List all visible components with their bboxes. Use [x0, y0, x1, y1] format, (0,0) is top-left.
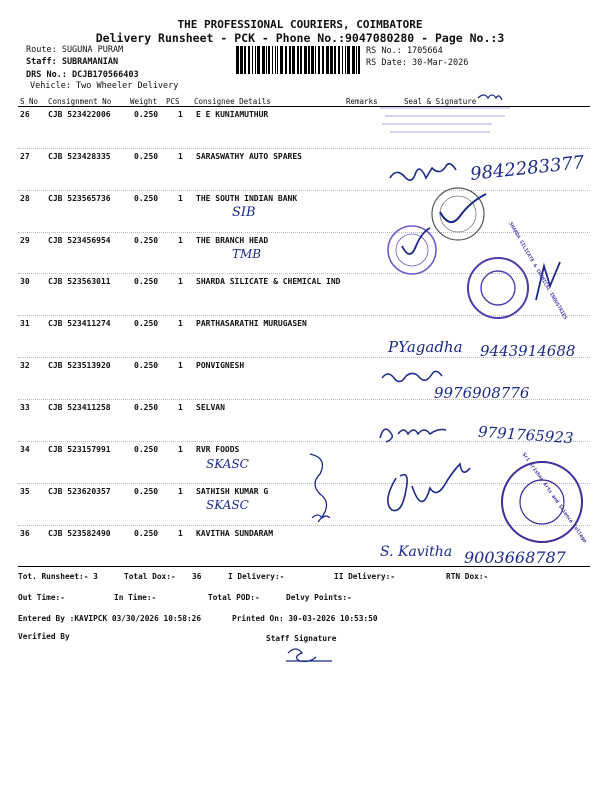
handwritten-phone-33: 9791765923	[477, 422, 574, 448]
col-remarks: Remarks	[346, 97, 378, 106]
rtn-dox: RTN Dox:-	[446, 572, 489, 581]
handwritten-name-36: S. Kavitha	[380, 544, 453, 560]
signature-35-icon	[388, 464, 470, 511]
barcode-bar	[330, 46, 333, 74]
barcode-bar	[244, 46, 246, 74]
row-pcs: 1	[178, 487, 183, 496]
row-weight: 0.250	[134, 110, 159, 119]
handwritten-tmb: TMB	[232, 247, 262, 261]
barcode-bar	[308, 46, 310, 74]
barcode	[236, 46, 362, 74]
row-sno: 30	[20, 277, 30, 286]
row-weight: 0.250	[134, 403, 159, 412]
barcode-bar	[272, 46, 273, 74]
col-pcs: PCS	[166, 97, 180, 106]
handwritten-name-31: PYagadha	[388, 338, 463, 356]
row-pcs: 1	[178, 236, 183, 245]
signature-top-icon	[478, 95, 502, 100]
barcode-bar	[304, 46, 307, 74]
row-consignment-no: CJB 523422006	[48, 110, 111, 119]
row-sno: 32	[20, 361, 30, 370]
row-sno: 34	[20, 445, 30, 454]
row-weight: 0.250	[134, 319, 159, 328]
row-consignment-no: CJB 523411274	[48, 319, 111, 328]
handwritten-skasc-34: SKASC	[206, 457, 249, 471]
printed-on: Printed On: 30-03-2026 10:53:50	[232, 614, 378, 623]
barcode-bar	[334, 46, 336, 74]
row-weight: 0.250	[134, 236, 159, 245]
row-consignment-no: CJB 523582490	[48, 529, 111, 538]
row-consignment-no: CJB 523411258	[48, 403, 111, 412]
row-consignee: RVR FOODS	[196, 445, 240, 454]
verified-by: Verified By	[18, 632, 70, 641]
row-consignee: PARTHASARATHI MURUGASEN	[196, 319, 307, 328]
entered-by: Entered By :KAVIPCK 03/30/2026 10:58:26	[18, 614, 202, 623]
barcode-bar	[300, 46, 302, 74]
handwritten-phone-31: 9443914688	[480, 342, 576, 360]
signature-27-icon	[390, 164, 456, 180]
in-time: In Time:-	[114, 593, 157, 602]
barcode-bar	[297, 46, 299, 74]
route: Route: SUGUNA PURAM	[26, 45, 124, 55]
handwritten-skasc-35: SKASC	[206, 498, 249, 512]
barcode-bar	[322, 46, 324, 74]
row-consignee: THE BRANCH HEAD	[196, 236, 269, 245]
row-consignment-no: CJB 523428335	[48, 152, 111, 161]
barcode-bar	[268, 46, 270, 74]
barcode-bar	[352, 46, 355, 74]
row-weight: 0.250	[134, 445, 159, 454]
barcode-bar	[277, 46, 278, 74]
handwritten-sib: SIB	[232, 205, 256, 220]
row-consignment-no: CJB 523565736	[48, 194, 111, 203]
barcode-bar	[252, 46, 253, 74]
barcode-bar	[347, 46, 350, 74]
row-sno: 31	[20, 319, 30, 328]
tmb-stamp-icon	[388, 226, 436, 274]
barcode-bar	[236, 46, 239, 74]
row-consignee: KAVITHA SUNDARAM	[196, 529, 274, 538]
row-sno: 26	[20, 110, 30, 119]
col-seal-signature: Seal & Signature	[404, 97, 477, 106]
row-consignee: SHARDA SILICATE & CHEMICAL IND	[196, 277, 341, 286]
row-pcs: 1	[178, 403, 183, 412]
row-pcs: 1	[178, 152, 183, 161]
barcode-bar	[248, 46, 250, 74]
barcode-bar	[280, 46, 283, 74]
row-sno: 27	[20, 152, 30, 161]
row-consignee: PONVIGNESH	[196, 361, 245, 370]
row-pcs: 1	[178, 361, 183, 370]
sharda-stamp-text: SHARDA SILICATE & CHEMICAL INDUSTRIES	[507, 221, 569, 321]
row-consignment-no: CJB 523620357	[48, 487, 111, 496]
signature-32-icon	[382, 371, 442, 381]
handwritten-phone-36: 9003668787	[464, 548, 566, 567]
row-weight: 0.250	[134, 194, 159, 203]
row-consignment-no: CJB 523456954	[48, 236, 111, 245]
row-sno: 28	[20, 194, 30, 203]
col-sno: S No	[20, 97, 39, 106]
barcode-bar	[255, 46, 256, 74]
row-pcs: 1	[178, 277, 183, 286]
total-dox-label: Total Dox:-	[124, 572, 176, 581]
rs-number: RS No.: 1705664	[366, 46, 443, 56]
row-weight: 0.250	[134, 277, 159, 286]
row-pcs: 1	[178, 110, 183, 119]
barcode-bar	[285, 46, 287, 74]
row-weight: 0.250	[134, 529, 159, 538]
total-dox-value: 36	[192, 572, 202, 581]
handwritten-phone-32: 9976908776	[434, 384, 530, 402]
barcode-bar	[338, 46, 340, 74]
barcode-bar	[345, 46, 346, 74]
handwritten-phone-27: 9842283377	[469, 152, 586, 185]
college-stamp-icon	[502, 462, 582, 542]
row-sno: 35	[20, 487, 30, 496]
row-pcs: 1	[178, 194, 183, 203]
barcode-bar	[266, 46, 267, 74]
delvy-points: Delvy Points:-	[286, 593, 352, 602]
college-stamp-text: Sri Krishna Arts and Science College	[520, 451, 588, 545]
faded-stamp-26	[380, 108, 510, 132]
barcode-bar	[311, 46, 314, 74]
barcode-bar	[257, 46, 260, 74]
row-sno: 36	[20, 529, 30, 538]
signature-33-icon	[380, 429, 446, 442]
row-consignee: SARASWATHY AUTO SPARES	[196, 152, 302, 161]
row-consignment-no: CJB 523563011	[48, 277, 111, 286]
col-consignment: Consignment No	[48, 97, 112, 106]
rs-date: RS Date: 30-Mar-2026	[366, 58, 469, 68]
row-consignment-no: CJB 523157991	[48, 445, 111, 454]
row-sno: 29	[20, 236, 30, 245]
row-consignee: SATHISH KUMAR G	[196, 487, 269, 496]
col-consignee: Consignee Details	[194, 97, 271, 106]
signature-stamp-area	[360, 90, 600, 600]
vehicle: Vehicle: Two Wheeler Delivery	[30, 81, 179, 91]
row-sno: 33	[20, 403, 30, 412]
barcode-bar	[240, 46, 243, 74]
row-consignment-no: CJB 523513920	[48, 361, 111, 370]
document-title: THE PROFESSIONAL COURIERS, COIMBATORE	[177, 18, 423, 31]
row-weight: 0.250	[134, 361, 159, 370]
barcode-bar	[292, 46, 295, 74]
total-pod: Total POD:-	[208, 593, 260, 602]
row-pcs: 1	[178, 529, 183, 538]
row-pcs: 1	[178, 319, 183, 328]
i-delivery: I Delivery:-	[228, 572, 285, 581]
row-consignee: SELVAN	[196, 403, 225, 412]
row-consignee: THE SOUTH INDIAN BANK	[196, 194, 298, 203]
barcode-bar	[356, 46, 357, 74]
bank-stamp-icon	[432, 188, 486, 240]
tot-runsheet: Tot. Runsheet:- 3	[18, 572, 98, 581]
row-pcs: 1	[178, 445, 183, 454]
barcode-bar	[342, 46, 343, 74]
barcode-bar	[289, 46, 291, 74]
barcode-bar	[326, 46, 329, 74]
row-weight: 0.250	[134, 152, 159, 161]
out-time: Out Time:-	[18, 593, 65, 602]
ii-delivery: II Delivery:-	[334, 572, 396, 581]
barcode-bar	[275, 46, 276, 74]
barcode-bar	[262, 46, 265, 74]
col-weight: Weight	[130, 97, 158, 106]
barcode-bar	[318, 46, 320, 74]
barcode-bar	[315, 46, 316, 74]
staff-signature-icon	[282, 645, 342, 665]
drs-number: DRS No.: DCJB170566403	[26, 70, 139, 80]
row-consignee: E E KUNIAMUTHUR	[196, 110, 269, 119]
staff: Staff: SUBRAMANIAN	[26, 57, 119, 67]
document-subtitle: Delivery Runsheet - PCK - Phone No.:9047080280 - Page No.:3	[95, 31, 505, 45]
barcode-bar	[358, 46, 360, 74]
row-weight: 0.250	[134, 487, 159, 496]
bracket-scribble-icon	[290, 450, 340, 530]
staff-signature-label: Staff Signature	[266, 634, 337, 643]
